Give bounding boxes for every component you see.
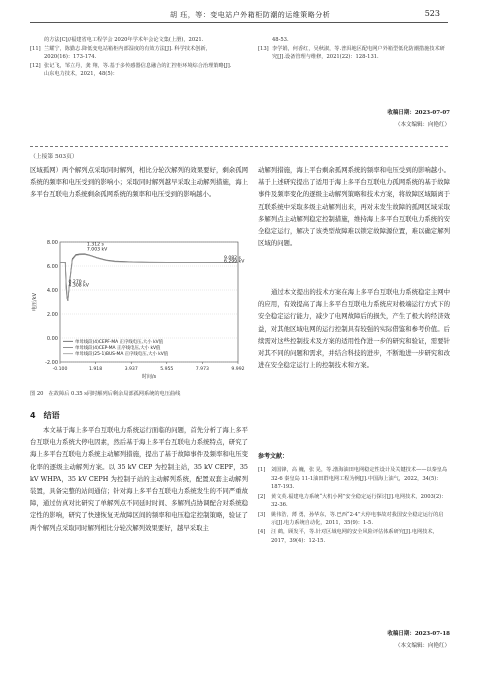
editor: （本文编辑：向艳红） bbox=[394, 643, 450, 649]
annotation-label: 9.082 s bbox=[223, 255, 241, 261]
x-tick-label: 1.918 bbox=[89, 367, 103, 372]
page-header bbox=[0, 0, 480, 28]
y-tick-label: 0.00 bbox=[46, 335, 58, 342]
x-tick-label: 7.973 bbox=[195, 367, 209, 372]
continued-from: （上接第 503页） bbox=[30, 154, 78, 160]
received-date-top: 收稿日期：2023-07-07 bbox=[387, 110, 450, 116]
section-heading: 4 结语 bbox=[30, 411, 60, 420]
received-date: 收稿日期：2023-07-18 bbox=[387, 631, 450, 637]
editor-top: （本文编辑：向艳红） bbox=[394, 122, 450, 128]
y-tick-label: -2.00 bbox=[45, 359, 58, 366]
legend-label: 单母线段(4)CEPF-MA 正序线电压,大小 kV值 bbox=[75, 339, 164, 345]
x-tick-label: 3.937 bbox=[124, 367, 138, 372]
refs-top-right bbox=[258, 36, 450, 62]
article-separator bbox=[30, 146, 448, 147]
right-paragraph-1: 动解列措施，海上平台剩余孤网系统的频率和电压受到的影响越小。基于上述研究提出了适用于海上多平台互联电力孤网系统的基于故障事件及频率变化的逐级主动解列策略和技术方案，将故障区域隔离于互联系统中采取多级主动解列出来，再对未发生故障的孤网区域采取多解列点主动解列稳定控制措施，维持海上多平台互联电力系统的安全稳定运行，解决了该类型故障难以锁定故障源位置，难以确定解列区域的问题。 bbox=[258, 166, 450, 248]
refs-top-left bbox=[30, 36, 235, 79]
x-axis-label: 时间/s bbox=[141, 374, 157, 380]
x-tick-label: -0.100 bbox=[52, 367, 68, 372]
series-line bbox=[60, 254, 238, 300]
figure-caption: 图 20 在故障后 0.35 s同时解列后剩余局部孤网系统的电压曲线 bbox=[30, 391, 181, 397]
left-paragraph-1: 区域孤网）两个解列点采取同时解列，相比分轮次解列的效果要好，剩余孤网系统的频率和电压受到的影响小；采取同时解列越早采取主动解列措施，海上多平台互联电力系统剩余孤网系统的频率和电压受到的影响越小。 bbox=[30, 166, 248, 199]
annotation-label: 1.312 s bbox=[86, 242, 104, 248]
annotation-label: 7.003 kV bbox=[86, 247, 108, 253]
ref-item: [11] 兰耀宁，陈勤志.降低变电站箱柜内部湿度的有效方法[J]. 科学技术创新，2020(16)：173-174. bbox=[30, 45, 211, 60]
y-tick-label: 6.00 bbox=[46, 263, 58, 270]
annotation-label: 0.270 s bbox=[68, 279, 86, 285]
ref-item: [12] 张记飞，邹立丹，龚 翔，等.基于多传感器信息融合的汇控柜环境综合治理策略[J].山东电力技术，2021，48(5)： bbox=[30, 62, 232, 77]
y-axis-label: 电压/kV bbox=[32, 292, 38, 312]
legend-label: 单母线段(25-1)BUS-MA 正序线电压,大小 kV值 bbox=[75, 352, 169, 358]
series-line bbox=[60, 254, 238, 301]
right-paragraph-2: 通过本文提出的技术方案在海上多平台互联电力系统稳定主网中的应用，有效提高了海上多平台互联电力系统应对极端运行方式下的安全稳定运行能力，减少了电网故障后的损失，产生了极大的经济效益，对其他区域电网的运行控制具有较强的实际借鉴和参考价值。后续需对这些控制技术及方案的适用性作进一步的研究和验证，需要针对其不同的问题和需求，并结合科技的进步，不断地进一步研究和改进在安全稳定运行上的控制技术和方案。 bbox=[258, 288, 450, 370]
section4-paragraph: 本文基于海上多平台互联电力系统运行面临的问题，首先分析了海上多平台互联电力系统大停电因素，然后基于海上多平台互联电力系统特点，研究了海上多平台互联电力系统主动解列措施，提出了基于故障事件及频率和电压变化率的逐级主动解列方案。以 35 kV CEP 为控制主站，35 kV CEPF，35 kV WHPA，35 kV CEPH 为控制子站的主动解列系统，配置双套主动解列装置，具备完整的站间通信；针对海上多平台互联电力系统发生的不同严重故障，通过仿真对比研究了单解列点不同延时时间、多解列点协调配合对系统稳定性的影响，研究了快速恢复无故障区间的频率和电压稳定控制策略，验证了两个解列点采取同时解列相比分轮次解列效果要好，越早采取主 bbox=[30, 426, 248, 532]
ref-item: [1] 刘国锋，高 巍，张 晃，等.渤海油田电网稳定性设计及关键技术——以秦皇岛 32-6 秦皇岛 11-1油田群电网工程为例[J].中国海上油气，2022，34(5)：187-193. bbox=[258, 467, 448, 491]
ref-item: [3] 姚伟浩，薄 勇，孙华东，等.巴西“2·4”大停电事故对我国安全稳定运行的启示[J].电力系统自动化，2011，35(9)：1-5. bbox=[258, 511, 444, 527]
x-tick-label: 9.992 bbox=[231, 367, 245, 372]
annotation-label: 4.308 kV bbox=[68, 283, 89, 289]
annotation-label: 6.299 kV bbox=[223, 259, 245, 265]
voltage-chart bbox=[30, 236, 248, 384]
ref-item: 48-53. bbox=[272, 37, 289, 43]
y-tick-label: 4.00 bbox=[46, 287, 58, 294]
ref-item: 的方法[C]//福建省电工程学会 2020年学术年会论文集(上册)，2021. bbox=[44, 37, 204, 43]
references-heading: 参考文献： bbox=[258, 453, 289, 460]
header-rule bbox=[30, 22, 448, 23]
y-tick-label: 2.00 bbox=[46, 311, 58, 318]
ref-item: [4] 汪 鹤，顾发平，等.针对区域电网的安全风险评估体系研究[J].电网技术，2017，39(4)：12-15. bbox=[258, 529, 438, 545]
x-tick-label: 5.955 bbox=[160, 367, 174, 372]
legend-label: 单母线段(4)CEP-MA 正序线电压,大小 kV值 bbox=[75, 346, 161, 351]
running-title: 胡 珏，等：变电站户外箱柜防潮的运维策略分析 bbox=[170, 11, 331, 19]
ref-item: [2] 黄文英.福建电力系统“大机小网”安全稳定运行探讨[J].电网技术，2003(2)：32-36. bbox=[258, 493, 447, 509]
references-list bbox=[258, 466, 448, 546]
y-tick-label: 8.00 bbox=[46, 239, 58, 246]
ref-item: [13] 李学娟，何香红，吴秋淑，等.普洱地区配电网户外箱型低化防潮措施技术研究[J].设备管理与维修，2021(22)：128-131. bbox=[258, 45, 445, 60]
page-number: 523 bbox=[424, 9, 440, 18]
series-line bbox=[60, 254, 238, 299]
